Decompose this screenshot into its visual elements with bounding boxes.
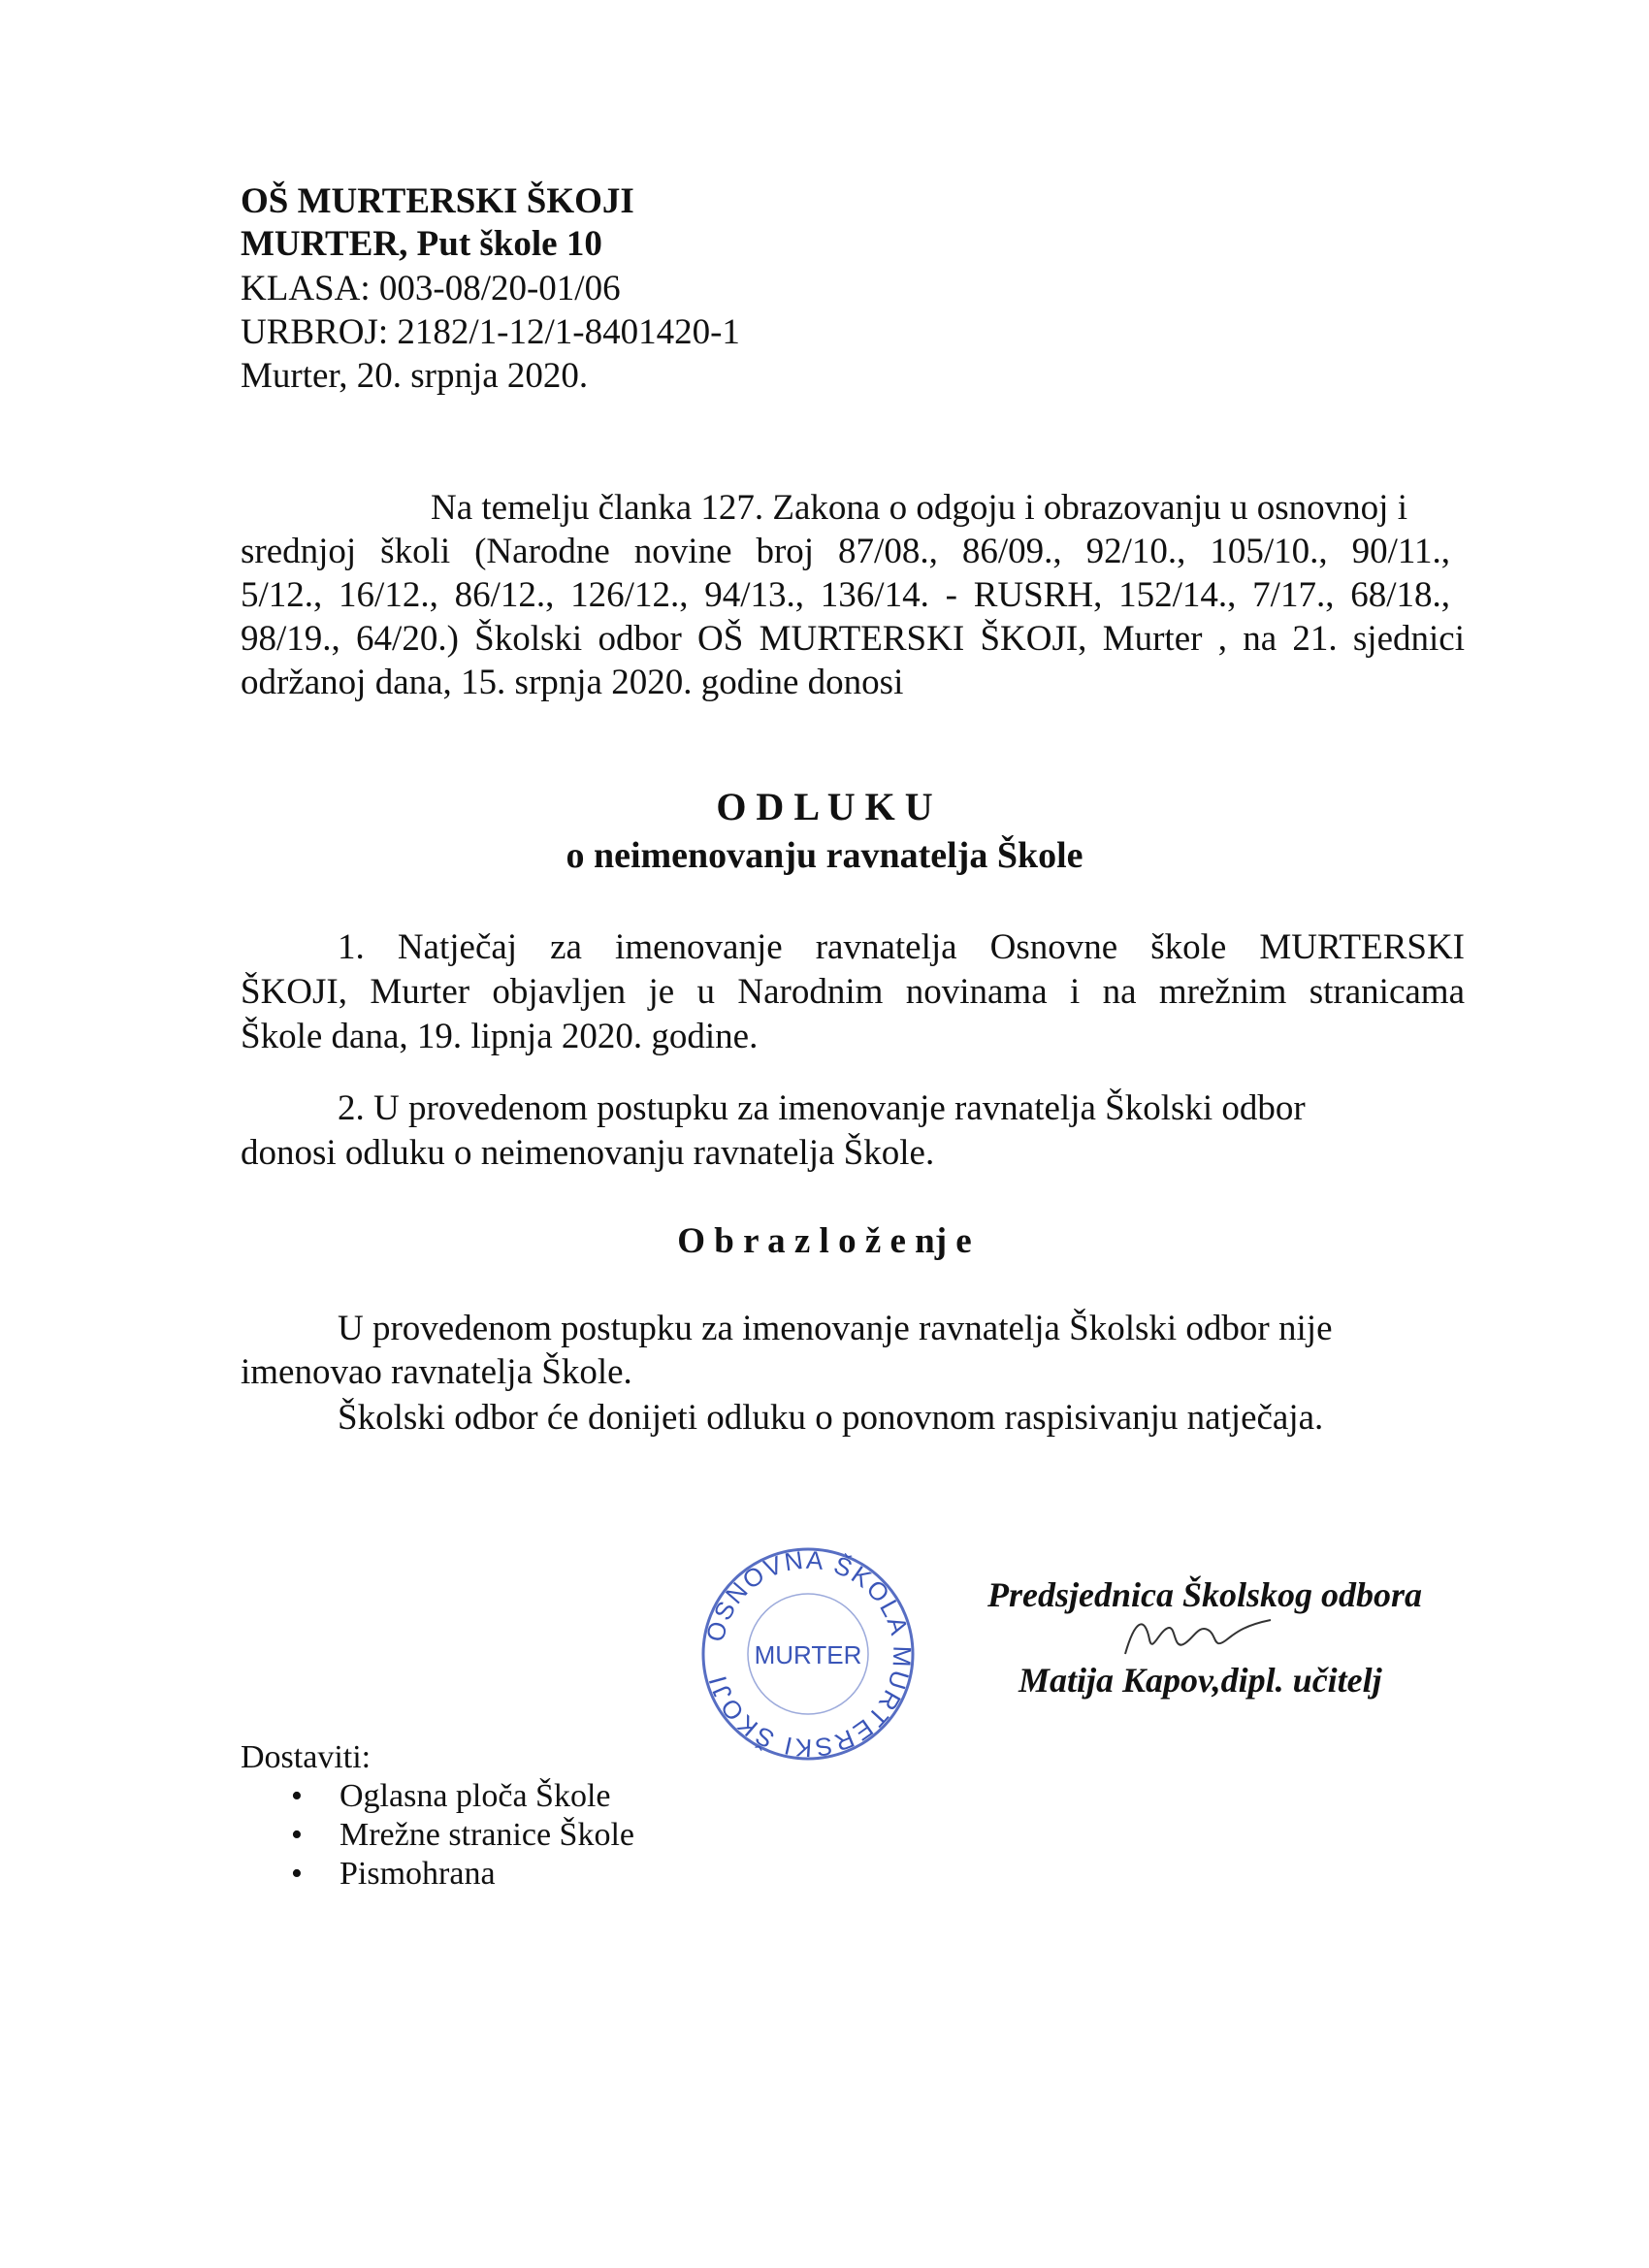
place-date: Murter, 20. srpnja 2020.: [241, 356, 589, 396]
school-stamp: [696, 1542, 920, 1766]
decision-title: O D L U K U: [716, 785, 933, 828]
item-1-line: Škole dana, 19. lipnja 2020. godine.: [241, 1017, 759, 1056]
reasoning-line: imenovao ravnatelja Škole.: [241, 1352, 632, 1392]
decision-subtitle: o neimenovanju ravnatelja Škole: [566, 835, 1083, 876]
item-2-line: 2. U provedenom postupku za imenovanje ravnatelja Školski odbor: [338, 1088, 1306, 1128]
item-1-line: ŠKOJI, Murter objavljen je u Narodnim novinama i na mrežnim stranicama: [241, 972, 1465, 1012]
document-page: OŠ MURTERSKI ŠKOJI MURTER, Put škole 10 KLASA: 003-08/20-01/06 URBROJ: 2182/1-12/1-8401420-1 Murter, 20. srpnja 2020. Na temelju članka 127. Zakona o odgoju i obrazovanju u osnovnoj i srednjoj školi (Narodne novine broj 87/08., 86/09., 92/10., 105/10., 90/11., 5/12., 16/12., 86/12., 126/12., 94/13., 136/14. - RUSRH, 152/14., 7/17., 68/18., 98/19., 64/20.) Školski odbor OŠ MURTERSKI ŠKOJI, Murter , na 21. sjednici održanoj dana, 15. srpnja 2020. godine donosi O D L U K U o neimenovanju ravnatelja Škole 1. Natječaj za imenovanje ravnatelja Osnovne škole MURTERSKI ŠKOJI, Murter objavljen je u Narodnim novinama i na mrežnim stranicama Škole dana, 19. lipnja 2020. godine. 2. U provedenom postupku za imenovanje ravnatelja Školski odbor donosi odluku o neimenovanju ravnatelja Škole. O b r a z l o ž e nj e U provedenom postupku za imenovanje ravnatelja Školski odbor nije imenovao ravnatelja Škole. Školski odbor će donijeti odluku o ponovnom raspisivanju natječaja. OSNOVNA ŠKOLA MURTERSKI ŠKOJI MURTER Predsjednica Školskog odbora Matija Kapov,dipl. učitelj Dostaviti: • Oglasna ploča Škole • Mrežne stranice Škole • Pismohrana: [0, 0, 1649, 2268]
signature-role: Predsjednica Školskog odbora: [987, 1575, 1423, 1614]
stamp-outer-text: OSNOVNA ŠKOLA MURTERSKI ŠKOJI: [699, 1544, 918, 1764]
preamble-line: Na temelju članka 127. Zakona o odgoju i obrazovanju u osnovnoj i: [431, 488, 1407, 528]
klasa: KLASA: 003-08/20-01/06: [241, 269, 621, 308]
item-2-line: donosi odluku o neimenovanju ravnatelja Škole.: [241, 1133, 935, 1173]
reasoning-line: U provedenom postupku za imenovanje ravnatelja Školski odbor nije: [338, 1309, 1333, 1348]
preamble-line: 5/12., 16/12., 86/12., 126/12., 94/13., 136/14. - RUSRH, 152/14., 7/17., 68/18.,: [241, 575, 1450, 615]
school-address: MURTER, Put škole 10: [241, 224, 602, 264]
reasoning-heading: O b r a z l o ž e nj e: [677, 1221, 972, 1261]
urbroj: URBROJ: 2182/1-12/1-8401420-1: [241, 312, 740, 352]
signature-name: Matija Kapov,dipl. učitelj: [1018, 1661, 1382, 1700]
preamble-line: 98/19., 64/20.) Školski odbor OŠ MURTERSKI ŠKOJI, Murter , na 21. sjednici: [241, 619, 1465, 659]
stamp-center-text: MURTER: [754, 1640, 862, 1669]
delivery-label: Dostaviti:: [241, 1739, 372, 1775]
preamble-line: održanoj dana, 15. srpnja 2020. godine donosi: [241, 663, 904, 702]
school-name: OŠ MURTERSKI ŠKOJI: [241, 181, 634, 221]
reasoning-line: Školski odbor će donijeti odluku o ponovnom raspisivanju natječaja.: [338, 1398, 1324, 1438]
preamble-line: srednjoj školi (Narodne novine broj 87/08., 86/09., 92/10., 105/10., 90/11.,: [241, 532, 1450, 571]
item-1-line: 1. Natječaj za imenovanje ravnatelja Osnovne škole MURTERSKI: [338, 927, 1465, 967]
